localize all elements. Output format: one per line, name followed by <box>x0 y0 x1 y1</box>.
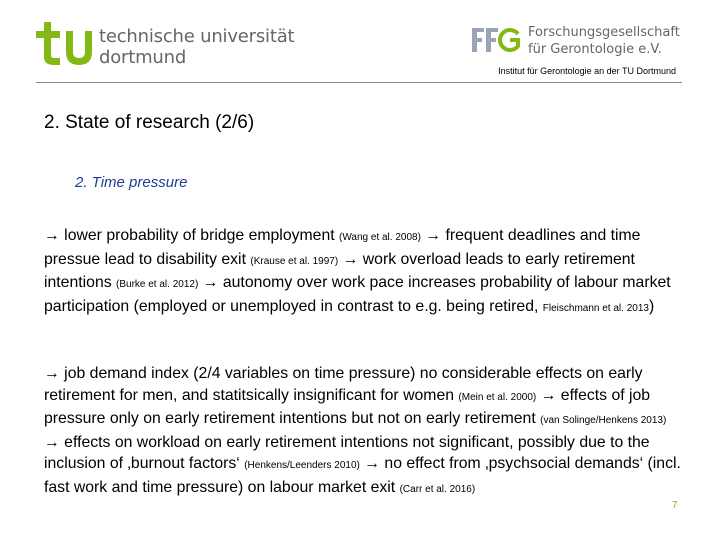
citation: (Burke et al. 2012) <box>116 279 199 290</box>
ffg-name-line2: für Gerontologie e.V. <box>528 42 662 57</box>
paragraph-text: → effects of job pressure only on early retirement intentions but not on early retirement <box>44 386 651 427</box>
citation: Fleischmann et al. 2013 <box>542 302 649 314</box>
paragraph-text: → lower probability of bridge employment <box>44 227 340 244</box>
page-number: 7 <box>672 500 678 511</box>
university-name-line2: dortmund <box>99 47 187 68</box>
paragraph-text: → work overload leads to early retirement intentions <box>44 250 635 291</box>
paragraph-job-demand <box>44 363 684 500</box>
ffg-name <box>528 24 680 58</box>
university-name-line1: technische universität <box>99 26 295 47</box>
header-divider <box>36 82 682 83</box>
institute-label: Institut für Gerontologie an der TU Dortmund <box>498 66 676 76</box>
slide-subtitle: 2. Time pressure <box>75 174 188 191</box>
ffg-name-line1: Forschungsgesellschaft <box>528 25 680 40</box>
ffg-logo-icon <box>470 26 522 56</box>
paragraph-bridge-employment <box>44 225 684 319</box>
paragraph-text: → job demand index (2/4 variables on time pressure) no considerable effects on early retirement for men, and statitsically insignificant for women <box>44 365 643 404</box>
paragraph-text: → autonomy over work pace increases probability of labour market participation (employed or unemployed in contrast to e.g. being retired, <box>44 274 671 315</box>
paragraph-text: ) <box>648 297 655 315</box>
slide-title: 2. State of research (2/6) <box>44 112 255 133</box>
tu-dortmund-logo-icon <box>36 22 94 68</box>
citation: (Carr et al. 2016) <box>399 483 476 495</box>
citation: (Mein et al. 2000) <box>458 391 537 403</box>
citation: (Wang et al. 2008) <box>339 232 421 243</box>
university-name <box>99 26 294 68</box>
citation: (Henkens/Leenders 2010) <box>244 460 360 471</box>
paragraph-text: → no effect from ‚psychsocial demands‘ (incl. fast work and time pressure) on labour market exit <box>44 455 681 496</box>
paragraph-text: → effects on workload on early retirement intentions not significant, possibly due to the inclusion of ‚burnout factors‘ <box>44 433 650 472</box>
citation: (van Solinge/Henkens 2013) <box>540 415 667 426</box>
citation: (Krause et al. 1997) <box>250 255 339 267</box>
paragraph-text: → frequent deadlines and time pressue lead to disability exit <box>44 227 641 268</box>
